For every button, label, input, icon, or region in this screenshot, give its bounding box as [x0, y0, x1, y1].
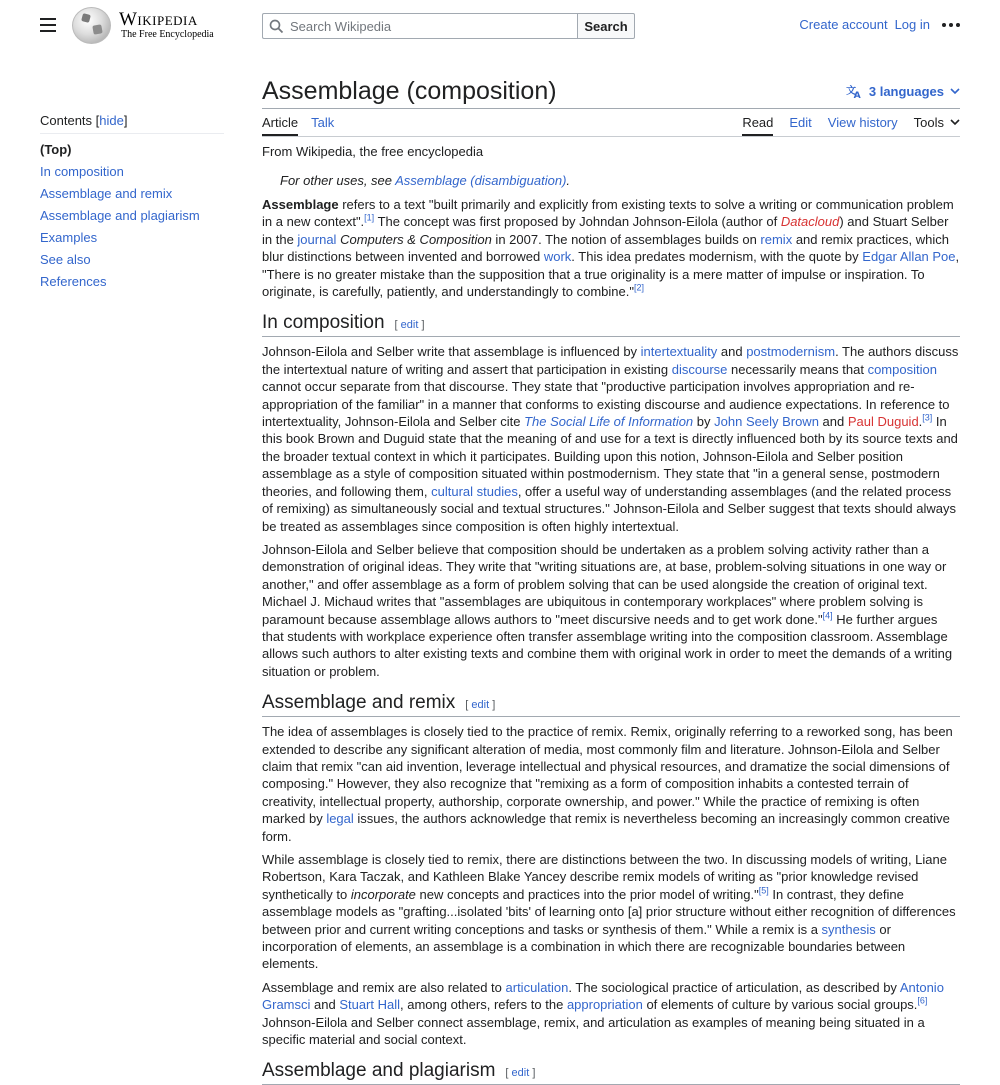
wikipedia-globe-logo[interactable]	[72, 7, 111, 44]
section-edit: [ edit ]	[394, 319, 425, 332]
section-heading-assemblage-and-remix	[262, 692, 960, 717]
wikipedia-tagline: The Free Encyclopedia	[121, 29, 214, 40]
search-button[interactable]: Search	[577, 13, 635, 39]
edit-section-link[interactable]: edit	[511, 1067, 530, 1080]
table-of-contents	[40, 113, 224, 289]
red-link[interactable]: Paul Duguid	[847, 414, 919, 430]
search-input[interactable]	[290, 19, 550, 34]
disambiguation-link[interactable]: Assemblage (disambiguation)	[395, 173, 567, 188]
inline-link[interactable]: Antonio Gramsci	[262, 979, 944, 1013]
tab-view-history[interactable]: View history	[827, 115, 898, 130]
chevron-down-icon	[950, 119, 960, 126]
toc-item-references[interactable]: References	[40, 274, 107, 289]
citation-link[interactable]: [1]	[364, 213, 375, 224]
edit-section-link[interactable]: edit	[400, 319, 419, 332]
search-form	[262, 13, 635, 39]
svg-text:文: 文	[846, 86, 857, 97]
search-field[interactable]	[262, 13, 577, 39]
tab-talk[interactable]: Talk	[311, 115, 335, 130]
toc-title: Contents	[40, 113, 93, 128]
inline-link[interactable]: Edgar Allan Poe	[862, 249, 956, 265]
tab-read[interactable]: Read	[742, 115, 773, 136]
wikipedia-wordmark[interactable]: Wikipedia	[119, 9, 198, 30]
inline-link[interactable]: John Seely Brown	[714, 414, 819, 430]
inline-link[interactable]: articulation	[505, 979, 569, 995]
inline-link[interactable]: discourse	[671, 361, 728, 377]
search-icon	[269, 19, 284, 34]
paragraph: While assemblage is closely tied to remix, there are distinctions between the two. In discussing models of writing, Liane Robertson, Kara Taczak, and Kathleen Blake Yancey describe remix models of writing as "prior knowledge revised synthetically to incorporate new concepts and practices into the prior model of writing."[5] In contrast, they define assemblage models as "grafting...isolated 'bits' of learning onto [a] prior structure without either recognition of differences between prior and current writing conceptions and tasks or synthesis of them." While a remix is a synthesis or incorporation of elements, an assemblage is a combination in which there are recognizable boundaries between elements.	[262, 852, 956, 972]
toc-item-assemblage-and-remix[interactable]: Assemblage and remix	[40, 186, 173, 201]
inline-link[interactable]: work	[543, 249, 572, 265]
inline-link[interactable]: cultural studies	[431, 483, 518, 499]
section-title: Assemblage and remix	[262, 692, 456, 714]
citation-link[interactable]: [4]	[822, 610, 833, 621]
more-options-icon[interactable]	[942, 23, 960, 27]
inline-link[interactable]: legal	[326, 811, 354, 827]
log-in-link[interactable]: Log in	[894, 17, 930, 32]
section-heading-in-composition	[262, 312, 960, 337]
edit-section-link[interactable]: edit	[471, 699, 490, 712]
toc-item-top[interactable]: (Top)	[40, 142, 72, 157]
inline-link[interactable]: synthesis	[821, 921, 876, 937]
toc-item-in-composition[interactable]: In composition	[40, 164, 124, 179]
svg-text:A: A	[853, 90, 861, 102]
menu-bar	[40, 30, 56, 32]
hatnote-suffix: .	[566, 173, 571, 188]
site-sub: From Wikipedia, the free encyclopedia	[262, 144, 484, 159]
toc-hide-link[interactable]: hide	[99, 113, 124, 128]
article-content	[262, 76, 960, 1085]
citation-link[interactable]: [2]	[633, 282, 644, 293]
toc-item-see-also[interactable]: See also	[40, 252, 91, 267]
title-row	[262, 76, 960, 109]
toc-item-examples[interactable]: Examples	[40, 230, 98, 245]
lead-paragraph: Assemblage refers to a text "built primarily and explicitly from existing texts to solve a writing or communication problem in a new context".[1] The concept was first proposed by Johndan Johnson-Eilola (author of Datacloud) and Stuart Selber in the journal Computers & Composition in 2007. The notion of assemblages builds on remix and remix practices, which blur distinctions between invented and borrowed work. This idea predates modernism, with the quote by Edgar Allan Poe, "There is no greater mistake than the supposition that a true originality is a mere matter of impulse or inspiration. To originate, is carefully, patiently, and understandingly to combine."[2]	[262, 197, 960, 300]
inline-link[interactable]: Stuart Hall	[339, 997, 401, 1013]
hatnote	[262, 173, 960, 189]
paragraph: Johnson-Eilola and Selber write that assemblage is influenced by intertextuality and postmodernism. The authors discuss the intertextual nature of writing and assert that participation in existing discourse necessarily means that composition cannot occur separate from that discourse. They state that "productive participation involves appropriation and re-appropriation of the familiar" in a manner that conforms to existing discourse and audience expectations. In reference to intertextuality, Johnson-Eilola and Selber cite The Social Life of Information by John Seely Brown and Paul Duguid.[3] In this book Brown and Duguid state that the meaning of and use for a text is directly influenced both by its source texts and the broader textual context in which it participates. Building upon this notion, Johnson-Eilola and Selber position assemblage as a style of composition situated within postmodernism. They state that "in a general sense, postmodern theories, and following them, cultural studies, offer a useful way of understanding assemblages (and the related process of remixing) as simultaneously social and textual structures." Johnson-Eilola and Selber suggest that texts should always be treated as assemblages since composition is often highly intertextual.	[262, 344, 959, 534]
inline-link[interactable]: postmodernism	[746, 344, 836, 360]
toc-header: Contents [hide]	[40, 113, 224, 134]
inline-link[interactable]: remix	[760, 231, 793, 247]
translate-icon	[846, 84, 863, 102]
languages-label: 3 languages	[868, 84, 944, 99]
language-selector[interactable]	[846, 84, 960, 102]
menu-bar	[40, 24, 56, 26]
hatnote-prefix: For other uses, see	[280, 173, 396, 188]
tab-edit[interactable]: Edit	[789, 115, 812, 130]
inline-link[interactable]: composition	[867, 361, 937, 377]
section-title: In composition	[262, 312, 385, 334]
create-account-link[interactable]: Create account	[799, 17, 888, 32]
page-tabs	[262, 109, 960, 137]
section-heading-assemblage-and-plagiarism	[262, 1060, 960, 1085]
paragraph: Johnson-Eilola and Selber believe that composition should be undertaken as a problem solving activity rather than a demonstration of original ideas. They write that "writing situations are, at base, problem-solving situations in one way or another," and offer assemblage as a form of problem solving that can be used alongside the creation of original text. Michael J. Michaud writes that "assemblages are ubiquitous in contemporary workplaces" where problem solving is paramount because assemblage allows authors to "meet discursive needs and to get work done."[4] He further argues that students with workplace experience often transfer assemblage writing into the composition classroom. Assemblage allows such authors to alter existing texts and combine them with original work in order to meet the demands of a writing situation or problem.	[262, 541, 953, 679]
inline-link[interactable]: appropriation	[566, 997, 643, 1013]
section-edit: [ edit ]	[465, 699, 496, 712]
inline-link[interactable]: journal	[297, 231, 337, 247]
chevron-down-icon	[950, 88, 960, 95]
paragraph: The idea of assemblages is closely tied to the practice of remix. Remix, originally referring to a reworked song, has been extended to describe any significant alteration of media, most commonly film and literature. Johnson-Eilola and Selber claim that remix "can aid invention, leverage intellectual and physical resources, and dramatize the social dimensions of composing." However, they also recognize that "remixing as a form of composition inhabits a contested terrain of creativity, intellectual property, authorship, corporate ownership, and power." While the practice of remixing is often marked by legal issues, the authors acknowledge that remix is nevertheless becoming an increasingly common creative form.	[262, 724, 953, 844]
section-title: Assemblage and plagiarism	[262, 1060, 496, 1082]
user-links	[792, 17, 960, 32]
citation-link[interactable]: [6]	[917, 995, 928, 1006]
tab-article[interactable]: Article	[262, 115, 298, 136]
menu-bar	[40, 18, 56, 20]
page-title: Assemblage (composition)	[262, 77, 557, 105]
citation-link[interactable]: [3]	[922, 412, 933, 423]
tools-menu[interactable]	[914, 115, 960, 136]
inline-link[interactable]: intertextuality	[640, 344, 718, 360]
toc-item-assemblage-and-plagiarism[interactable]: Assemblage and plagiarism	[40, 208, 200, 223]
main-menu-button[interactable]	[40, 18, 56, 32]
paragraph: Assemblage and remix are also related to articulation. The sociological practice of articulation, as described by Antonio Gramsci and Stuart Hall, among others, refers to the appropriation of elements of culture by various social groups.[6] Johnson-Eilola and Selber connect assemblage, remix, and articulation as examples of meaning being situated in a specific material and social context.	[262, 979, 944, 1048]
citation-link[interactable]: [5]	[758, 885, 769, 896]
section-edit: [ edit ]	[505, 1067, 536, 1080]
inline-link[interactable]: The Social Life of Information	[524, 414, 694, 430]
tools-label: Tools	[913, 115, 944, 130]
